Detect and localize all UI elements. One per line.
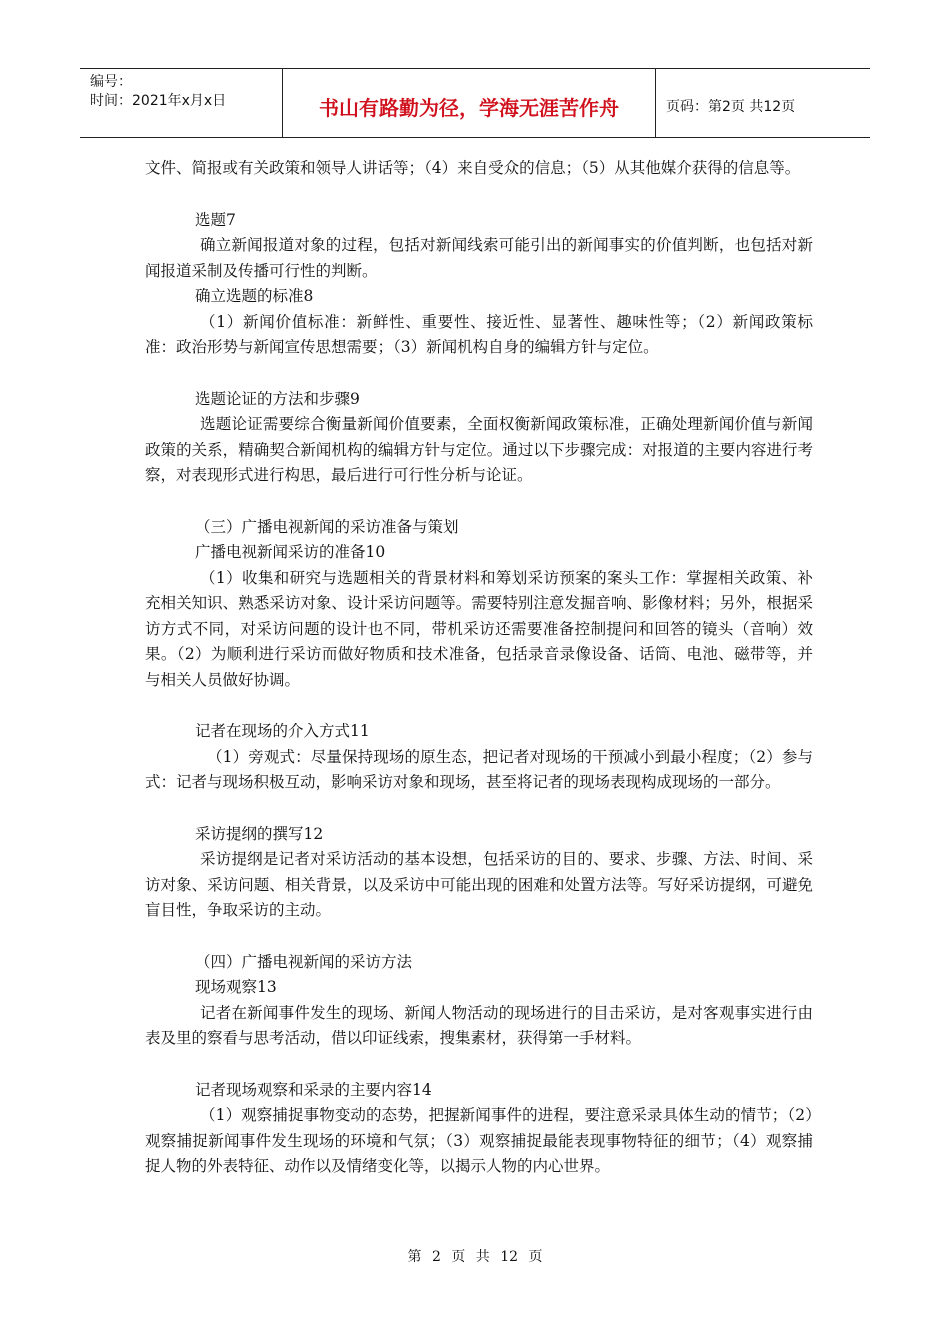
header-motto: 书山有路勤为径，学海无涯苦作舟	[283, 69, 656, 137]
heading-method: 选题论证的方法和步骤9	[195, 389, 360, 408]
heading-outline: 采访提纲的撰写12	[195, 824, 324, 843]
heading-observe: 现场观察13	[195, 978, 277, 996]
heading-record: 记者现场观察和采录的主要内容14	[195, 1080, 432, 1099]
heading-section-3: （三）广播电视新闻的采访准备与策划	[195, 517, 459, 536]
paragraph-observe: 记者在新闻事件发生的现场、新闻人物活动的现场进行的目击采访，是对客观事实进行由表及里的察看与思考活动，借以印证线索，搜集素材，获得第一手材料。	[145, 1003, 813, 1047]
header-meta	[80, 69, 283, 137]
heading-prep: 广播电视新闻采访的准备10	[195, 543, 386, 561]
paragraph-standard: （1）新闻价值标准：新鲜性、重要性、接近性、显著性、趣味性等；（2）新闻政策标准：政治形势与新闻宣传思想需要；（3）新闻机构自身的编辑方针与定位。	[145, 312, 813, 356]
time-label: 时间：2021年x月x日	[90, 93, 227, 109]
paragraph-involve: （1）旁观式：尽量保持现场的原生态，把记者对现场的干预减小到最小程度；（2）参与式：记者与现场积极互动，影响采访对象和现场，甚至将记者的现场表现构成现场的一部分。	[145, 747, 813, 791]
heading-topic: 选题7	[195, 210, 236, 229]
paragraph-method: 选题论证需要综合衡量新闻价值要素，全面权衡新闻政策标准，正确处理新闻价值与新闻政策的关系，精确契合新闻机构的编辑方针与定位。通过以下步骤完成：对报道的主要内容进行考察，对表现形式进行构思，最后进行可行性分析与论证。	[145, 415, 813, 484]
page-footer: 第 2 页 共 12 页	[407, 1249, 543, 1265]
document-body	[145, 156, 813, 1180]
heading-section-4: （四）广播电视新闻的采访方法	[195, 952, 413, 971]
paragraph-intro: 文件、简报或有关政策和领导人讲话等；（4）来自受众的信息；（5）从其他媒介获得的信息等。	[145, 159, 801, 177]
header-page-info: 页码：第2页 共12页	[666, 99, 796, 115]
paragraph-prep: （1）收集和研究与选题相关的背景材料和筹划采访预案的案头工作：掌握相关政策、补充相关知识、熟悉采访对象、设计采访问题等。需要特别注意发掘音响、影像材料；另外，根据采访方式不同，对采访问题的设计也不同，带机采访还需要准备控制提问和回答的镜头（音响）效果。（2）为顺利进行采访而做好物质和技术准备，包括录音录像设备、话筒、电池、磁带等，并与相关人员做好协调。	[145, 568, 813, 689]
heading-standard: 确立选题的标准8	[195, 287, 314, 305]
paragraph-topic: 确立新闻报道对象的过程，包括对新闻线索可能引出的新闻事实的价值判断，也包括对新闻报道采制及传播可行性的判断。	[145, 236, 813, 280]
serial-label: 编号：	[90, 74, 132, 90]
heading-involve: 记者在现场的介入方式11	[195, 722, 370, 740]
paragraph-outline: 采访提纲是记者对采访活动的基本设想，包括采访的目的、要求、步骤、方法、时间、采访对象、采访问题、相关背景，以及采访中可能出现的困难和处置方法等。写好采访提纲，可避免盲目性，争取采访的主动。	[145, 850, 813, 919]
page-header	[80, 68, 870, 138]
paragraph-record: （1）观察捕捉事物变动的态势，把握新闻事件的进程，要注意采录具体生动的情节；（2）观察捕捉新闻事件发生现场的环境和气氛；（3）观察捕捉最能表现事物特征的细节；（4）观察捕捉人物的外表特征、动作以及情绪变化等，以揭示人物的内心世界。	[145, 1106, 813, 1175]
